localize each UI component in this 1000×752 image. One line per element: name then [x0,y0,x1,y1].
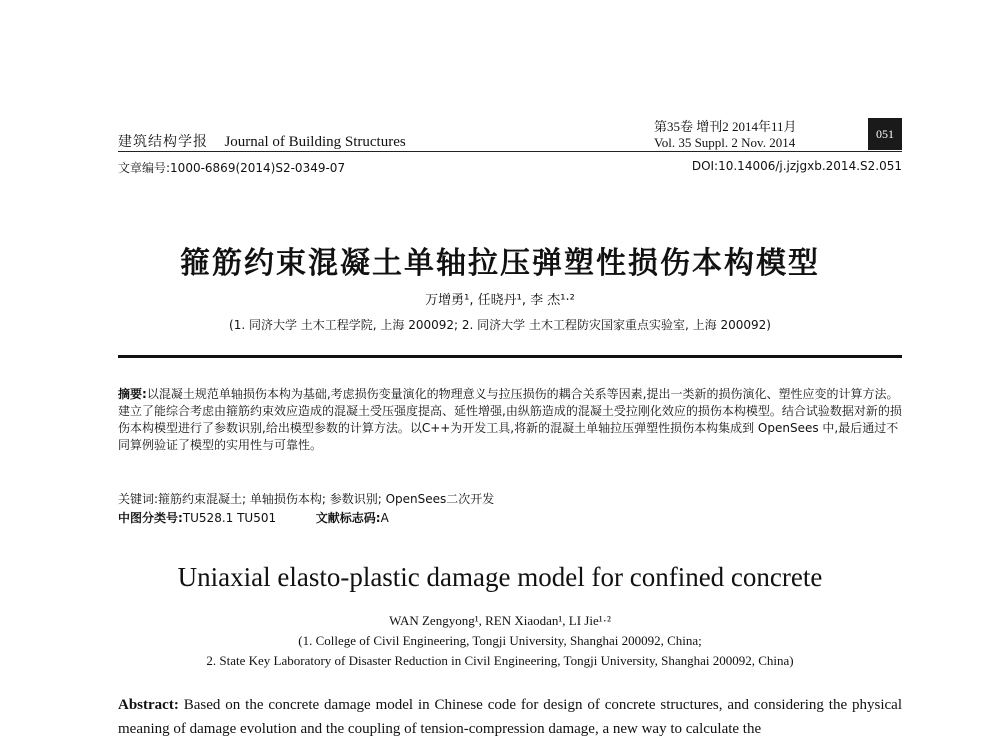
journal-header-left [118,131,406,151]
issue-cn: 第35卷 增刊2 2014年11月 [654,119,797,134]
page-number-badge: 051 [868,118,902,150]
abstract-en-text: Based on the concrete damage model in Chinese code for design of concrete structures, and considering the physical meaning of damage evolution and the coupling of tension-compression damage, a new way to calculate the [118,697,902,737]
journal-name-cn: 建筑结构学报 [118,134,208,150]
affiliation-en-1: (1. College of Civil Engineering, Tongji University, Shanghai 200092, China; [298,633,702,648]
paper-title-cn: 箍筋约束混凝土单轴拉压弹塑性损伤本构模型 [180,246,820,281]
keywords-cn: 关键词:箍筋约束混凝土; 单轴损伤本构; 参数识别; OpenSees二次开发 [118,492,495,506]
journal-issue-info [654,119,797,151]
affiliation-en-2: 2. State Key Laboratory of Disaster Reduction in Civil Engineering, Tongji University, Shanghai 200092, China) [206,653,794,668]
paper-title-en: Uniaxial elasto-plastic damage model for confined concrete [177,562,823,592]
section-divider [118,355,902,358]
classification-value: TU528.1 TU501 [182,511,277,525]
classification-label: 中图分类号: [118,511,183,525]
affiliations-cn: (1. 同济大学 土木工程学院, 上海 200092; 2. 同济大学 土木工程防灾国家重点实验室, 上海 200092) [229,318,771,332]
classification-cn [118,509,389,526]
issue-en: Vol. 35 Suppl. 2 Nov. 2014 [654,135,796,150]
header-rule [118,151,902,152]
doi-text: DOI:10.14006/j.jzjgxb.2014.S2.051 [691,159,902,173]
doc-code-value: A [380,511,389,525]
abstract-cn-text: 以混凝土规范单轴损伤本构为基础,考虑损伤变量演化的物理意义与拉压损伤的耦合关系等因素,提出一类新的损伤演化、塑性应变的计算方法。建立了能综合考虑由箍筋约束效应造成的混凝土受压强度提高、延性增强,由纵筋造成的混凝土受拉刚化效应的损伤本构模型。结合试验数据对新的损伤本构模型进行了参数识别,给出模型参数的计算方法。以C++为开发工具,将新的混凝土单轴拉压弹塑性损伤本构集成到 OpenSees 中,最后通过不同算例验证了模型的实用性与可靠性。 [118,387,902,452]
article-number: 文章编号:1000-6869(2014)S2-0349-07 [118,161,346,175]
journal-name-en: Journal of Building Structures [224,134,406,150]
authors-en: WAN Zengyong¹, REN Xiaodan¹, LI Jie¹·² [389,613,611,628]
abstract-en-label: Abstract: [118,697,179,713]
abstract-cn-label: 摘要: [118,387,147,401]
abstract-en [118,693,902,741]
authors-cn: 万增勇¹, 任晓丹¹, 李 杰¹·² [425,293,575,308]
doc-code-label: 文献标志码: [315,511,381,525]
abstract-cn [118,386,902,454]
